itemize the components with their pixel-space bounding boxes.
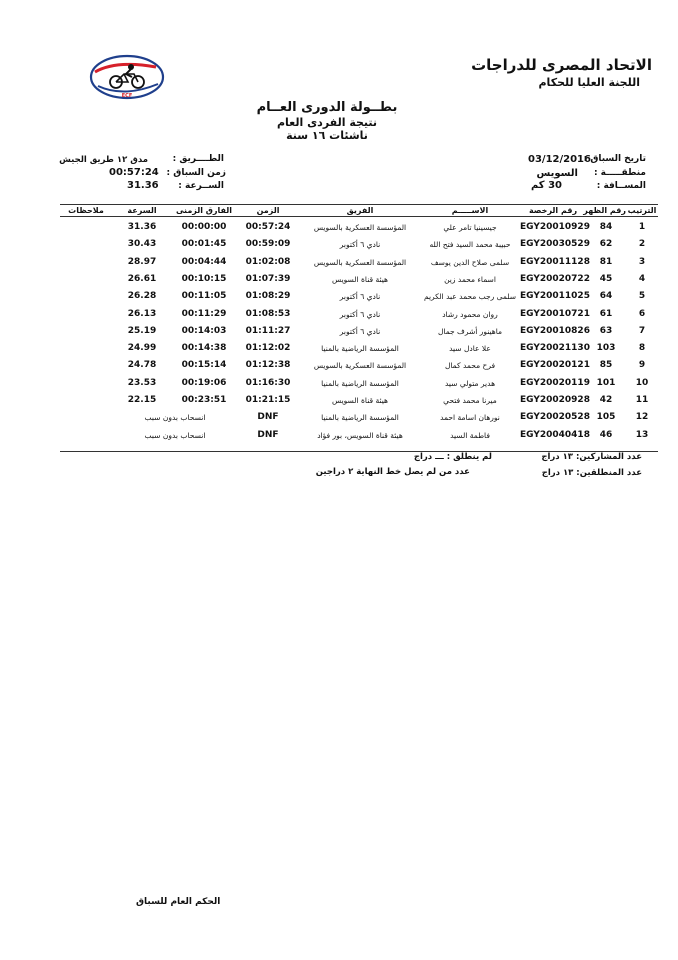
cell-time: 01:12:38 xyxy=(245,360,291,371)
col-speed-header: السرعة xyxy=(127,206,157,215)
cell-team: المؤسسة الرياضية بالمنيا xyxy=(321,344,399,354)
cell-time: 00:57:24 xyxy=(245,222,291,232)
participants-count: عدد المشاركين: ١٣ دراج xyxy=(541,452,642,462)
cell-bib: 105 xyxy=(596,412,616,423)
cell-notes xyxy=(80,375,270,392)
cell-notes xyxy=(80,288,270,305)
cell-speed: 31.36 xyxy=(127,222,157,232)
cell-time: 01:16:30 xyxy=(245,377,291,388)
cell-team: المؤسسة الرياضية بالمنيا xyxy=(321,413,399,423)
cell-speed: 22.15 xyxy=(127,395,157,405)
cell-gap: 00:14:38 xyxy=(181,343,227,354)
cell-team: نادي ٦ أكتوبر xyxy=(339,309,381,319)
region-label: منطقـــــة : xyxy=(593,168,646,178)
cell-license: EGY20011025 xyxy=(520,291,590,302)
cell-gap: 00:10:15 xyxy=(181,273,227,284)
cell-team: نادي ٦ أكتوبر xyxy=(339,292,381,302)
table-row xyxy=(60,219,658,236)
cell-name: سلمى رجب محمد عبد الكريم xyxy=(423,292,517,302)
date-label: تاريخ السباق : xyxy=(583,154,646,164)
distance-value: 30 كم xyxy=(530,180,562,191)
cell-time: 01:11:27 xyxy=(245,325,291,336)
cell-rank: 13 xyxy=(635,429,649,440)
cell-rank: 4 xyxy=(638,273,646,284)
cell-gap: 00:11:05 xyxy=(181,291,227,302)
cell-time: 01:08:53 xyxy=(245,308,291,319)
cell-bib: 81 xyxy=(599,256,613,267)
cell-license: EGY20010929 xyxy=(520,222,590,232)
race-time-label: زمن السباق : xyxy=(166,168,226,178)
cell-notes: انسحاب بدون سبب xyxy=(144,430,206,440)
cell-name: حبيبة محمد السيد فتح الله xyxy=(429,240,511,250)
table-row xyxy=(60,306,658,323)
cell-bib: 42 xyxy=(599,395,613,405)
cell-gap: 00:01:45 xyxy=(181,239,227,250)
table-row xyxy=(60,271,658,288)
cell-time: 01:08:29 xyxy=(245,291,291,302)
cell-time: 01:02:08 xyxy=(245,256,291,267)
cell-rank: 6 xyxy=(638,308,646,319)
table-row xyxy=(60,392,658,409)
not-finished-count: عدد من لم يصل خط النهاية ٢ دراجين xyxy=(315,467,470,477)
cell-name: فاطمة السيد xyxy=(450,430,490,440)
cell-team: المؤسسة العسكرية بالسويس xyxy=(313,361,407,371)
cell-time: 00:59:09 xyxy=(245,239,291,250)
cell-notes xyxy=(80,219,270,236)
distance-label: المســافة : xyxy=(596,181,646,191)
table-row xyxy=(60,409,658,426)
table-top-rule xyxy=(60,204,658,205)
race-referee-label: الحكم العام للسباق xyxy=(136,897,221,907)
cell-name: ماهينور أشرف جمال xyxy=(437,326,503,336)
table-row xyxy=(60,254,658,271)
cell-speed: 30.43 xyxy=(127,239,157,250)
cell-name: جيسينيا تامر علي xyxy=(443,223,497,232)
cell-team: هيئة قناة السويس xyxy=(332,274,388,284)
cell-bib: 101 xyxy=(596,377,616,388)
road-label: الطــــريق : xyxy=(172,154,224,164)
col-bib-header: رقم الظهر xyxy=(583,206,626,215)
table-row xyxy=(60,427,658,444)
cell-rank: 1 xyxy=(638,222,646,232)
category-title: ناشئات ١٦ سنة xyxy=(286,129,368,142)
cell-team: هيئة قناة السويس، بور فؤاد xyxy=(317,430,403,440)
region-value: السويس xyxy=(536,168,578,179)
cell-rank: 5 xyxy=(638,291,646,302)
table-row xyxy=(60,340,658,357)
cell-notes: انسحاب بدون سبب xyxy=(144,413,206,423)
cell-name: فرح محمد كمال xyxy=(444,361,496,371)
speed-label: الســرعة : xyxy=(178,181,224,191)
cell-speed: 28.97 xyxy=(127,256,157,267)
committee-name: اللجنة العليا للحكام xyxy=(538,76,640,89)
cell-license: EGY20021130 xyxy=(520,343,590,354)
table-row xyxy=(60,288,658,305)
cell-speed: 24.78 xyxy=(127,360,157,371)
cell-name: نورهان اسامة احمد xyxy=(440,413,500,423)
col-notes-header: ملاحظات xyxy=(68,206,104,215)
table-row xyxy=(60,236,658,253)
cell-notes xyxy=(80,323,270,340)
col-team-header: الفريق xyxy=(346,206,374,215)
cell-license: EGY20020928 xyxy=(520,395,590,405)
cell-team: المؤسسة العسكرية بالسويس xyxy=(313,223,407,232)
cell-speed: 26.13 xyxy=(127,308,157,319)
cell-time: 01:21:15 xyxy=(245,395,291,405)
cell-gap: 00:04:44 xyxy=(181,256,227,267)
cell-bib: 64 xyxy=(599,291,613,302)
cell-license: EGY20030529 xyxy=(520,239,590,250)
cell-rank: 10 xyxy=(635,377,649,388)
table-row xyxy=(60,357,658,374)
cell-name: روان محمود رشاد xyxy=(442,309,498,319)
cell-rank: 11 xyxy=(635,395,649,405)
cell-speed: 23.53 xyxy=(127,377,157,388)
cell-team: المؤسسة الرياضية بالمنيا xyxy=(321,378,399,388)
table-row xyxy=(60,323,658,340)
cell-speed: 25.19 xyxy=(127,325,157,336)
cell-bib: 84 xyxy=(599,222,613,232)
cell-notes xyxy=(80,254,270,271)
cell-speed: 26.28 xyxy=(127,291,157,302)
cell-gap: 00:11:29 xyxy=(181,308,227,319)
col-name-header: الاســـــم xyxy=(451,206,489,215)
cell-team: المؤسسة العسكرية بالسويس xyxy=(313,257,407,267)
cell-gap: 00:23:51 xyxy=(181,395,227,405)
road-value: مدق ١٢ طريق الجيش xyxy=(59,155,148,165)
cell-notes xyxy=(80,236,270,253)
cell-gap: 00:19:06 xyxy=(181,377,227,388)
cell-gap: 00:14:03 xyxy=(181,325,227,336)
cell-notes xyxy=(80,271,270,288)
cell-rank: 8 xyxy=(638,343,646,354)
col-license-header: رقم الرخصة xyxy=(528,206,578,215)
col-gap-header: الفارق الزمنى xyxy=(175,206,233,215)
speed-value: 31.36 xyxy=(127,180,159,191)
cell-license: EGY20020119 xyxy=(520,377,590,388)
table-row xyxy=(60,375,658,392)
cell-license: EGY20011128 xyxy=(520,256,590,267)
race-time-value: 00:57:24 xyxy=(109,167,159,178)
cell-name: سلمى صلاح الدين يوسف xyxy=(430,257,510,267)
did-not-start-count: لم ينطلق : ـــ دراج xyxy=(413,452,492,462)
cell-bib: 62 xyxy=(599,239,613,250)
cell-rank: 2 xyxy=(638,239,646,250)
cell-time: 01:12:02 xyxy=(245,343,291,354)
date-value: 03/12/2016 xyxy=(528,154,591,165)
col-time-header: الزمن xyxy=(256,206,280,215)
cell-speed: 24.99 xyxy=(127,343,157,354)
cell-notes xyxy=(80,340,270,357)
cell-time: DNF xyxy=(257,429,279,440)
cell-time: 01:07:39 xyxy=(245,273,291,284)
cell-notes xyxy=(80,392,270,409)
cell-bib: 61 xyxy=(599,308,613,319)
cell-rank: 9 xyxy=(638,360,646,371)
results-subtitle: نتيجة الفردى العام xyxy=(276,116,378,129)
cell-license: EGY20020121 xyxy=(520,360,590,371)
federation-logo xyxy=(86,52,168,104)
table-header-rule xyxy=(60,216,658,217)
cell-license: EGY20020528 xyxy=(520,412,590,423)
cell-speed: 26.61 xyxy=(127,273,157,284)
cell-name: علا عادل سيد xyxy=(449,344,491,354)
cell-rank: 3 xyxy=(638,256,646,267)
championship-title: بطــولة الدورى العــام xyxy=(256,100,398,115)
cell-bib: 103 xyxy=(596,343,616,354)
cell-name: ميرنا محمد فتحي xyxy=(443,396,497,405)
cell-time: DNF xyxy=(257,412,279,423)
cell-team: نادي ٦ أكتوبر xyxy=(339,240,381,250)
cell-name: اسماء محمد زين xyxy=(444,274,496,284)
cell-license: EGY20010826 xyxy=(520,325,590,336)
cell-license: EGY20020722 xyxy=(520,273,590,284)
cell-notes xyxy=(80,306,270,323)
cell-rank: 7 xyxy=(638,325,646,336)
col-rank-header: الترتيب xyxy=(627,206,657,215)
cell-gap: 00:15:14 xyxy=(181,360,227,371)
cell-name: هدير متولي سيد xyxy=(444,378,496,388)
cell-team: نادي ٦ أكتوبر xyxy=(339,326,381,336)
cell-license: EGY20010721 xyxy=(520,308,590,319)
cell-rank: 12 xyxy=(635,412,649,423)
cell-bib: 46 xyxy=(599,429,613,440)
cell-bib: 85 xyxy=(599,360,613,371)
logo-lettering: ECF xyxy=(121,93,133,99)
cell-notes xyxy=(80,357,270,374)
federation-name: الاتحاد المصرى للدراجات xyxy=(471,56,652,74)
starters-count: عدد المنطلقين: ١٣ دراج xyxy=(541,468,642,478)
cell-gap: 00:00:00 xyxy=(181,222,227,232)
cell-license: EGY20040418 xyxy=(520,429,590,440)
cell-bib: 45 xyxy=(599,273,613,284)
cell-team: هيئة قناة السويس xyxy=(332,396,388,405)
cell-bib: 63 xyxy=(599,325,613,336)
